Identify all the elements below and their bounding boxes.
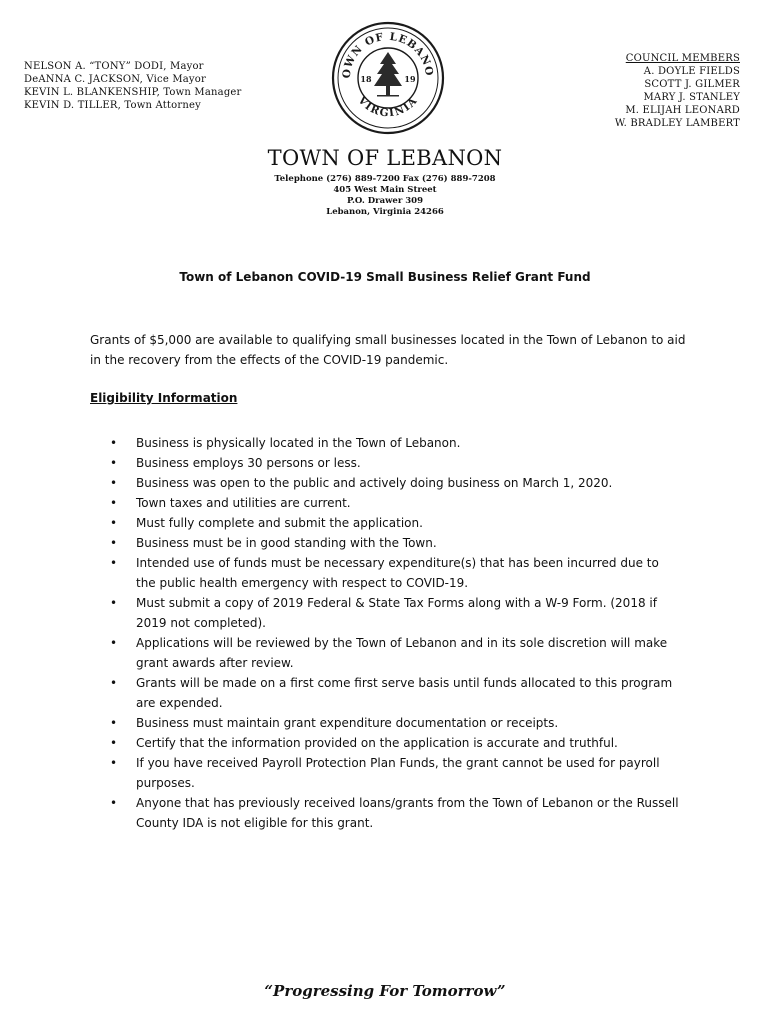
- eligibility-item-text: Town taxes and utilities are current.: [136, 496, 351, 510]
- bullet-icon: •: [110, 796, 118, 810]
- council-member: A. DOYLE FIELDS: [643, 66, 740, 77]
- council-member: W. BRADLEY LAMBERT: [614, 118, 740, 129]
- eligibility-item: [110, 533, 680, 553]
- eligibility-item: [110, 793, 680, 833]
- eligibility-item: [110, 733, 680, 753]
- official-town-attorney: KEVIN D. TILLER, Town Attorney: [24, 100, 201, 111]
- town-title: TOWN OF LEBANON: [267, 146, 503, 170]
- eligibility-item-text: Business was open to the public and actively doing business on March 1, 2020.: [136, 476, 613, 490]
- eligibility-heading: Eligibility Information: [90, 391, 238, 405]
- eligibility-item-text: Certify that the information provided on the application is accurate and truthful.: [136, 736, 618, 750]
- contact-city-state: Lebanon, Virginia 24266: [326, 207, 444, 217]
- contact-street: 405 West Main Street: [333, 185, 437, 195]
- eligibility-item: [110, 753, 680, 793]
- eligibility-item: [110, 553, 680, 593]
- eligibility-item-text: Grants will be made on a first come first serve basis until funds allocated to this program are expended.: [136, 676, 673, 710]
- eligibility-list: [110, 433, 680, 833]
- svg-text:VIRGINIA: [355, 94, 421, 120]
- town-officials: [24, 60, 242, 112]
- seal-year-left: 18: [360, 74, 372, 84]
- eligibility-item-text: Business employs 30 persons or less.: [136, 456, 361, 470]
- eligibility-item-text: Must submit a copy of 2019 Federal & State Tax Forms along with a W-9 Form. (2018 if 2019 not completed).: [136, 596, 657, 630]
- eligibility-item-text: Applications will be reviewed by the Town of Lebanon and in its sole discretion will make grant awards after review.: [136, 636, 668, 670]
- eligibility-item: [110, 453, 680, 473]
- seal-year-right: 19: [404, 74, 416, 84]
- official-vice-mayor: DeANNA C. JACKSON, Vice Mayor: [24, 74, 206, 85]
- bullet-icon: •: [110, 556, 118, 570]
- eligibility-item: [110, 473, 680, 493]
- seal-bottom-text: VIRGINIA: [355, 94, 421, 120]
- official-town-manager: KEVIN L. BLANKENSHIP, Town Manager: [24, 87, 242, 98]
- pine-tree-icon: [374, 52, 402, 97]
- eligibility-item-text: Business must maintain grant expenditure documentation or receipts.: [136, 716, 559, 730]
- eligibility-item: [110, 713, 680, 733]
- official-mayor: NELSON A. “TONY” DODI, Mayor: [24, 61, 204, 72]
- bullet-icon: •: [110, 736, 118, 750]
- town-seal-logo: [330, 20, 446, 136]
- tagline: “Progressing For Tomorrow”: [264, 982, 506, 1000]
- eligibility-item-text: Intended use of funds must be necessary expenditure(s) that has been incurred due to the public health emergency with respect to COVID-19.: [136, 556, 659, 590]
- eligibility-item-text: Anyone that has previously received loans/grants from the Town of Lebanon or the Russell County IDA is not eligible for this grant.: [136, 796, 679, 830]
- bullet-icon: •: [110, 516, 118, 530]
- bullet-icon: •: [110, 676, 118, 690]
- seal-top-text: OWN OF LEBANO: [340, 30, 436, 80]
- council-heading: COUNCIL MEMBERS: [625, 53, 740, 64]
- document-title: Town of Lebanon COVID-19 Small Business Relief Grant Fund: [179, 270, 591, 284]
- bullet-icon: •: [110, 436, 118, 450]
- council-members: [615, 52, 740, 130]
- eligibility-item: [110, 513, 680, 533]
- bullet-icon: •: [110, 496, 118, 510]
- eligibility-item: [110, 433, 680, 453]
- eligibility-item: [110, 633, 680, 673]
- eligibility-item-text: If you have received Payroll Protection Plan Funds, the grant cannot be used for payroll purposes.: [136, 756, 660, 790]
- contact-phone-fax: Telephone (276) 889-7200 Fax (276) 889-7208: [274, 174, 496, 184]
- eligibility-item-text: Business is physically located in the Town of Lebanon.: [136, 436, 461, 450]
- intro-paragraph: Grants of $5,000 are available to qualifying small businesses located in the Town of Lebanon to aid in the recovery from the effects of the COVID-19 pandemic.: [90, 333, 686, 367]
- eligibility-item-text: Must fully complete and submit the application.: [136, 516, 423, 530]
- bullet-icon: •: [110, 636, 118, 650]
- council-member: MARY J. STANLEY: [643, 92, 740, 103]
- eligibility-item: [110, 593, 680, 633]
- bullet-icon: •: [110, 476, 118, 490]
- bullet-icon: •: [110, 456, 118, 470]
- bullet-icon: •: [110, 536, 118, 550]
- bullet-icon: •: [110, 596, 118, 610]
- council-member: SCOTT J. GILMER: [644, 79, 740, 90]
- eligibility-item-text: Business must be in good standing with the Town.: [136, 536, 437, 550]
- bullet-icon: •: [110, 716, 118, 730]
- eligibility-item: [110, 493, 680, 513]
- eligibility-item: [110, 673, 680, 713]
- contact-po-box: P.O. Drawer 309: [346, 196, 424, 206]
- contact-block: [0, 174, 770, 218]
- council-member: M. ELIJAH LEONARD: [625, 105, 740, 116]
- town-seal-graphic: [330, 20, 446, 136]
- bullet-icon: •: [110, 756, 118, 770]
